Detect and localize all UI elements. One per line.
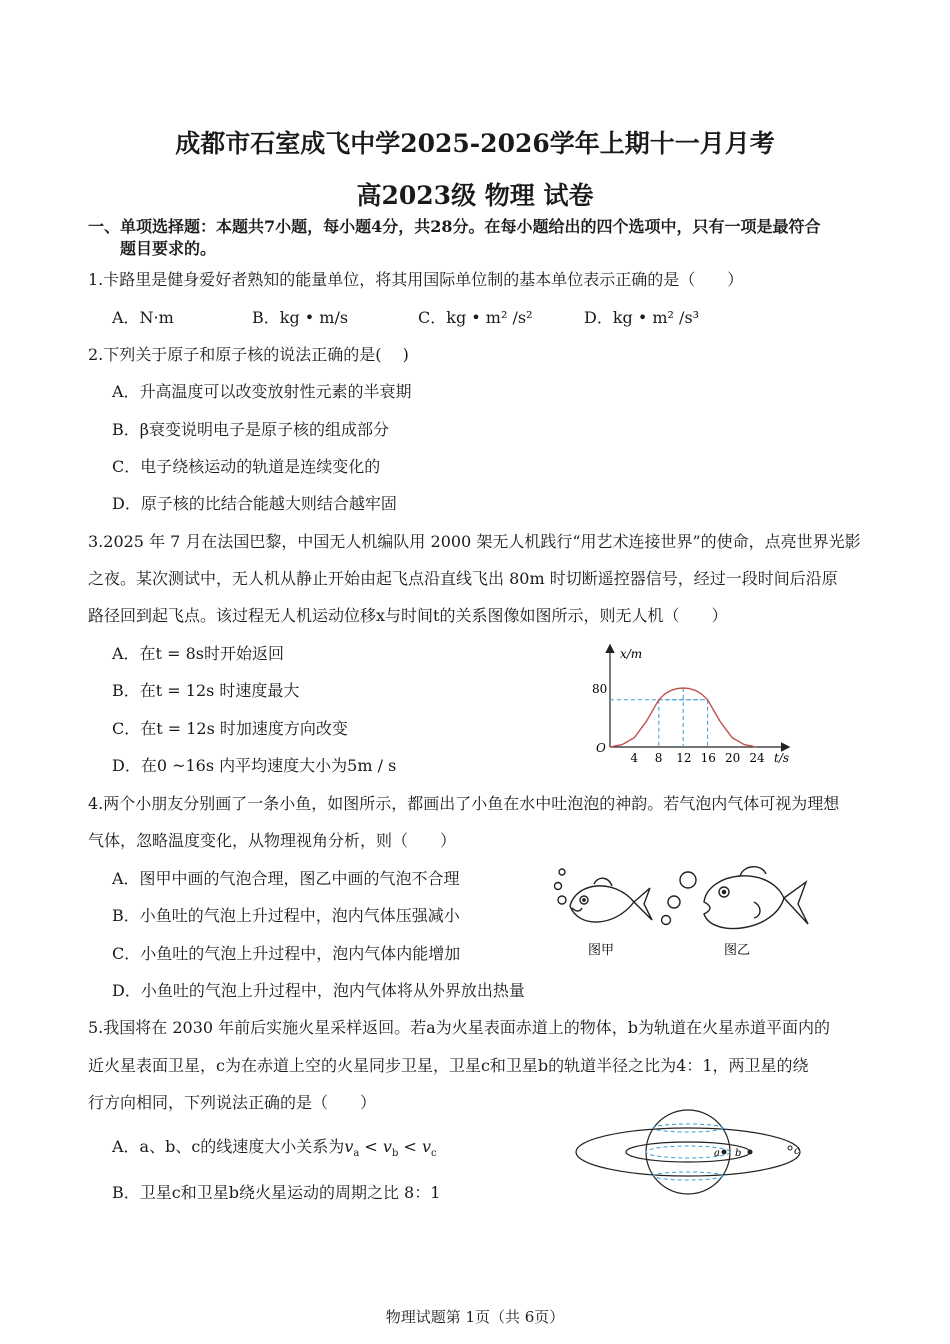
q3-option-a: A．在t = 8s时开始返回: [112, 644, 284, 663]
question-4-stem-line2: 气体，忽略温度变化，从物理视角分析，则（ ）: [88, 831, 457, 850]
x-tick-label: 12: [676, 751, 692, 765]
y-axis-label: x/m: [620, 647, 643, 661]
question-2-stem: 2.下列关于原子和原子核的说法正确的是( ): [88, 345, 409, 364]
velocity-relation: $v_a < v_b < v_c$: [344, 1137, 437, 1160]
q3-option-b: B．在t = 12s 时速度最大: [112, 681, 300, 700]
q4-option-a: A．图甲中画的气泡合理，图乙中画的气泡不合理: [112, 869, 460, 888]
q1-option-c: C．kg • m² /s²: [418, 308, 533, 327]
question-5-stem-line2: 近火星表面卫星，c为在赤道上空的火星同步卫星，卫星c和卫星b的轨道半径之比为4：1，两卫星的绕: [88, 1056, 809, 1075]
question-3-stem-line3: 路径回到起飞点。该过程无人机运动位移x与时间t的关系图像如图所示，则无人机（ ）: [88, 606, 728, 625]
q1-option-b: B．kg • m/s: [252, 308, 349, 327]
orbit-b: [626, 1142, 750, 1162]
fig-b-label: 图乙: [724, 943, 751, 958]
page-footer: 物理试题第 1页（共 6页）: [385, 1308, 565, 1326]
displacement-time-chart: [588, 640, 798, 770]
q4-option-c: C．小鱼吐的气泡上升过程中，泡内气体内能增加: [112, 944, 461, 963]
mars-orbit-figure: [566, 1106, 810, 1196]
fish-b-drawing: [662, 867, 809, 929]
x-tick-label: 16: [700, 751, 716, 765]
q2-option-c: C．电子绕核运动的轨道是连续变化的: [112, 457, 381, 476]
orbit-c: [576, 1128, 800, 1176]
q4-option-b: B．小鱼吐的气泡上升过程中，泡内气体压强减小: [112, 906, 460, 925]
x-tick-label: 8: [654, 751, 663, 765]
q3-option-c: C．在t = 12s 时加速度方向改变: [112, 719, 348, 738]
label-b: b: [735, 1148, 742, 1159]
question-3-stem-line2: 之夜。某次测试中，无人机从静止开始由起飞点沿直线飞出 80m 时切断遥控器信号，经过一段时间后沿原: [88, 569, 838, 588]
question-4-stem-line1: 4.两个小朋友分别画了一条小鱼，如图所示，都画出了小鱼在水中吐泡泡的神韵。若气泡内气体可视为理想: [88, 794, 840, 813]
q1-option-a: A．N·m: [112, 308, 174, 327]
x-tick-label: 4: [630, 751, 639, 765]
question-3-stem-line1: 3.2025 年 7 月在法国巴黎，中国无人机编队用 2000 架无人机践行“用艺术连接世界”的使命，点亮世界光影: [88, 532, 861, 551]
exam-subtitle: 高2023级 物理 试卷: [356, 181, 594, 210]
label-a: a: [714, 1148, 720, 1159]
question-1-stem: 1.卡路里是健身爱好者熟知的能量单位，将其用国际单位制的基本单位表示正确的是（ ）: [88, 270, 744, 289]
question-5-stem-line1: 5.我国将在 2030 年前后实施火星采样返回。若a为火星表面赤道上的物体，b为轨道在火星赤道平面内的: [88, 1018, 830, 1037]
object-a-dot: [722, 1150, 727, 1155]
fig-a-label: 图甲: [588, 943, 615, 958]
q5-option-a-text: A．a、b、c的线速度大小关系为: [112, 1137, 345, 1156]
q2-option-d: D．原子核的比结合能越大则结合越牢固: [112, 494, 397, 513]
section-heading-cont: 题目要求的。: [120, 239, 217, 258]
q5-option-a: [112, 1134, 437, 1159]
x-tick-label: 20: [725, 751, 741, 765]
q1-option-d: D．kg • m² /s³: [584, 308, 700, 327]
origin-label: O: [596, 741, 606, 755]
fish-a-drawing: [555, 869, 653, 922]
label-c: c: [794, 1146, 800, 1157]
satellite-c-dot: [788, 1146, 792, 1150]
y-tick-label: 80: [592, 682, 608, 696]
q2-option-a: A．升高温度可以改变放射性元素的半衰期: [112, 382, 412, 401]
q2-option-b: B．β衰变说明电子是原子核的组成部分: [112, 420, 390, 439]
q5-option-b: B．卫星c和卫星b绕火星运动的周期之比 8：1: [112, 1183, 441, 1202]
q4-option-d: D．小鱼吐的气泡上升过程中，泡内气体将从外界放出热量: [112, 981, 525, 1000]
x-axis-label: t/s: [774, 751, 790, 765]
q3-option-d: D．在0 ~16s 内平均速度大小为5m / s: [112, 756, 397, 775]
satellite-b-dot: [748, 1150, 753, 1155]
question-5-stem-line3: 行方向相同，下列说法正确的是（ ）: [88, 1093, 377, 1112]
x-tick-label: 24: [749, 751, 765, 765]
section-heading: 一、单项选择题：本题共7小题，每小题4分，共28分。在每小题给出的四个选项中，只有一项是最符合: [88, 217, 821, 236]
exam-title: 成都市石室成飞中学2025-2026学年上期十一月月考: [175, 129, 775, 158]
fish-figure: [548, 858, 818, 962]
